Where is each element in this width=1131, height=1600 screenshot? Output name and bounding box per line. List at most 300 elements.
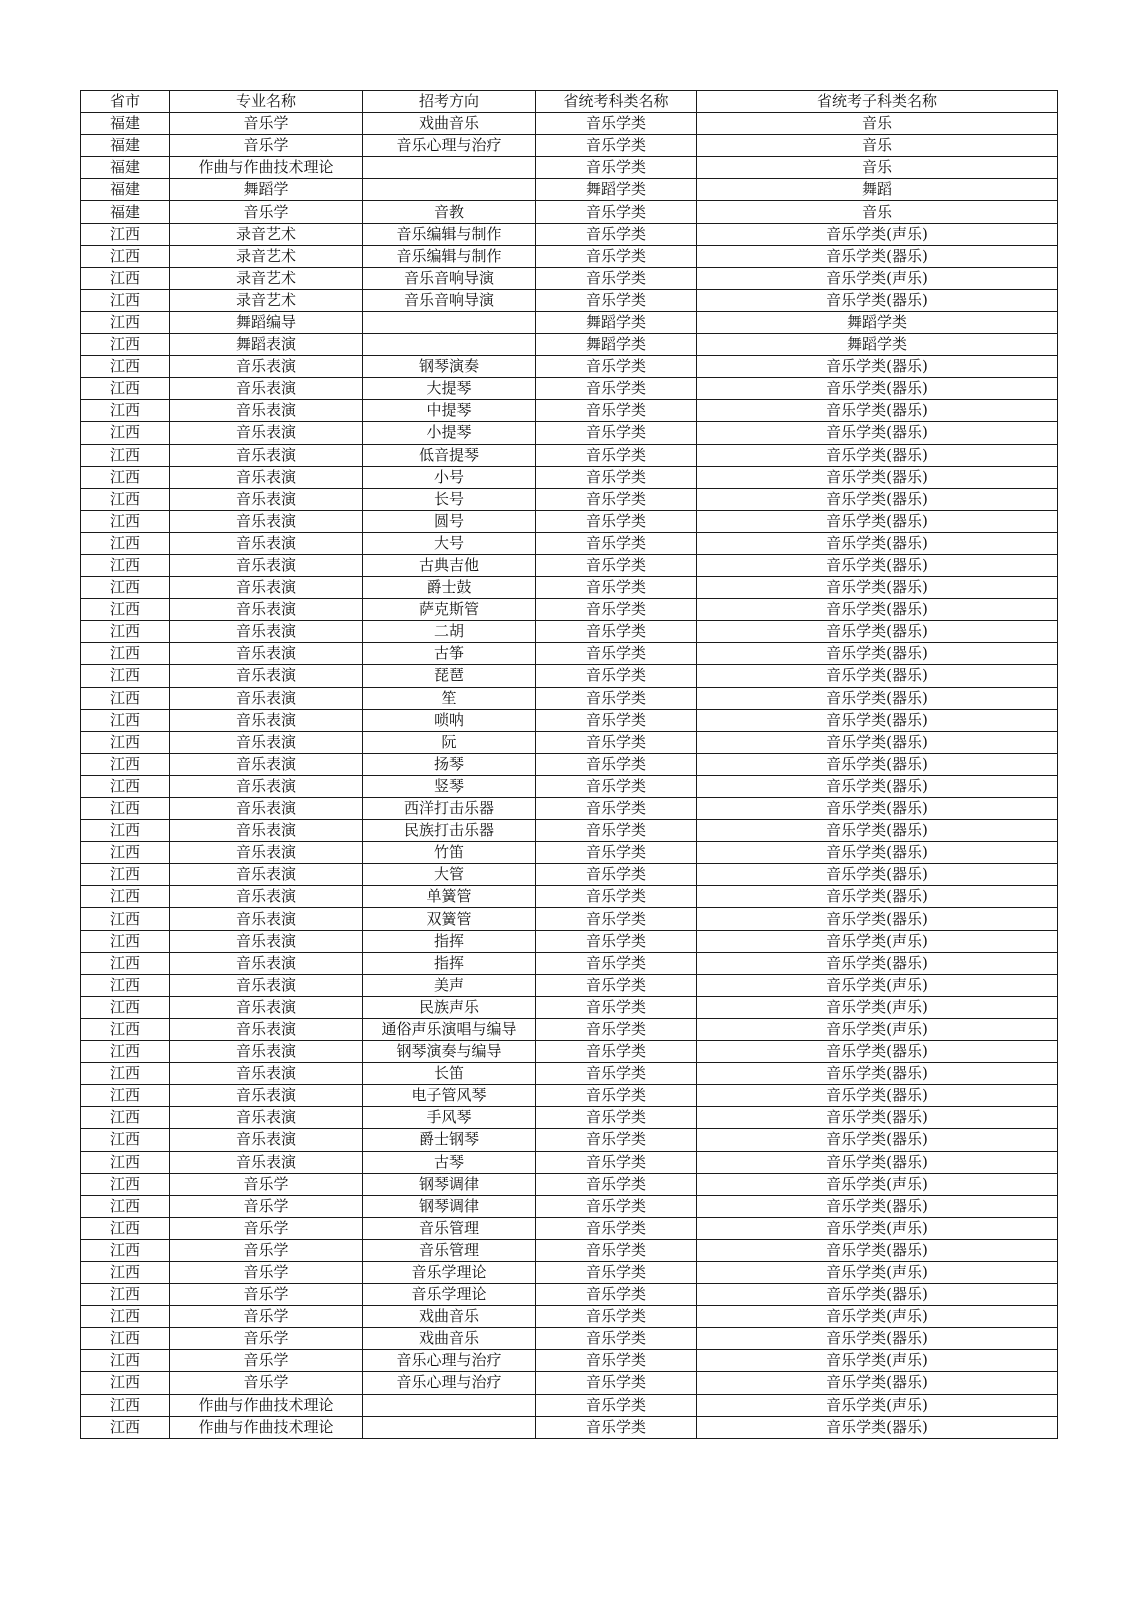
cell-direction xyxy=(363,157,536,179)
cell-category: 音乐学类 xyxy=(536,1350,697,1372)
table-row xyxy=(81,1350,1058,1372)
cell-category: 音乐学类 xyxy=(536,864,697,886)
cell-subcategory: 音乐学类(器乐) xyxy=(697,400,1058,422)
cell-province: 江西 xyxy=(81,753,170,775)
cell-subcategory: 音乐学类(器乐) xyxy=(697,1107,1058,1129)
cell-direction: 扬琴 xyxy=(363,753,536,775)
table-row xyxy=(81,510,1058,532)
cell-subcategory: 音乐学类(器乐) xyxy=(697,731,1058,753)
table-row xyxy=(81,1085,1058,1107)
cell-category: 音乐学类 xyxy=(536,643,697,665)
cell-major-name: 音乐表演 xyxy=(170,554,363,576)
cell-province: 江西 xyxy=(81,554,170,576)
table-header xyxy=(81,91,1058,113)
cell-direction: 竹笛 xyxy=(363,842,536,864)
cell-direction: 音乐心理与治疗 xyxy=(363,1372,536,1394)
cell-province: 江西 xyxy=(81,1151,170,1173)
cell-direction xyxy=(363,334,536,356)
cell-subcategory: 音乐学类(器乐) xyxy=(697,577,1058,599)
cell-major-name: 音乐表演 xyxy=(170,952,363,974)
table-row xyxy=(81,378,1058,400)
cell-subcategory: 音乐学类(器乐) xyxy=(697,245,1058,267)
cell-major-name: 音乐表演 xyxy=(170,621,363,643)
cell-major-name: 音乐学 xyxy=(170,1328,363,1350)
table-row xyxy=(81,311,1058,333)
cell-major-name: 作曲与作曲技术理论 xyxy=(170,1416,363,1438)
cell-category: 音乐学类 xyxy=(536,289,697,311)
cell-province: 福建 xyxy=(81,113,170,135)
cell-category: 音乐学类 xyxy=(536,1129,697,1151)
cell-province: 江西 xyxy=(81,1018,170,1040)
cell-subcategory: 音乐学类(器乐) xyxy=(697,599,1058,621)
cell-category: 舞蹈学类 xyxy=(536,311,697,333)
cell-category: 音乐学类 xyxy=(536,820,697,842)
cell-major-name: 音乐表演 xyxy=(170,930,363,952)
cell-direction: 二胡 xyxy=(363,621,536,643)
cell-direction: 音乐管理 xyxy=(363,1217,536,1239)
cell-province: 江西 xyxy=(81,908,170,930)
cell-category: 音乐学类 xyxy=(536,974,697,996)
cell-subcategory: 音乐学类(器乐) xyxy=(697,1195,1058,1217)
cell-category: 音乐学类 xyxy=(536,1328,697,1350)
cell-subcategory: 音乐学类(声乐) xyxy=(697,267,1058,289)
cell-subcategory: 音乐学类(器乐) xyxy=(697,798,1058,820)
cell-major-name: 音乐表演 xyxy=(170,1018,363,1040)
cell-category: 音乐学类 xyxy=(536,775,697,797)
cell-major-name: 音乐学 xyxy=(170,1284,363,1306)
cell-direction xyxy=(363,1416,536,1438)
header-row xyxy=(81,91,1058,113)
cell-category: 音乐学类 xyxy=(536,1284,697,1306)
cell-direction xyxy=(363,179,536,201)
cell-major-name: 音乐表演 xyxy=(170,1107,363,1129)
cell-direction: 爵士鼓 xyxy=(363,577,536,599)
cell-category: 音乐学类 xyxy=(536,201,697,223)
cell-direction: 爵士钢琴 xyxy=(363,1129,536,1151)
cell-subcategory: 音乐学类(器乐) xyxy=(697,1284,1058,1306)
cell-province: 福建 xyxy=(81,179,170,201)
cell-major-name: 音乐表演 xyxy=(170,665,363,687)
cell-subcategory: 音乐 xyxy=(697,113,1058,135)
cell-subcategory: 音乐学类(器乐) xyxy=(697,1041,1058,1063)
cell-category: 音乐学类 xyxy=(536,1018,697,1040)
table-row xyxy=(81,201,1058,223)
cell-subcategory: 音乐学类(声乐) xyxy=(697,1018,1058,1040)
cell-major-name: 音乐表演 xyxy=(170,753,363,775)
table-row xyxy=(81,996,1058,1018)
cell-major-name: 音乐表演 xyxy=(170,1129,363,1151)
cell-direction: 竖琴 xyxy=(363,775,536,797)
cell-major-name: 音乐表演 xyxy=(170,709,363,731)
cell-category: 舞蹈学类 xyxy=(536,179,697,201)
cell-major-name: 音乐表演 xyxy=(170,400,363,422)
cell-direction: 大号 xyxy=(363,532,536,554)
cell-category: 音乐学类 xyxy=(536,245,697,267)
cell-direction: 古筝 xyxy=(363,643,536,665)
cell-subcategory: 音乐 xyxy=(697,135,1058,157)
cell-province: 江西 xyxy=(81,621,170,643)
cell-province: 江西 xyxy=(81,974,170,996)
cell-province: 江西 xyxy=(81,334,170,356)
cell-province: 江西 xyxy=(81,1195,170,1217)
cell-direction: 大管 xyxy=(363,864,536,886)
cell-province: 福建 xyxy=(81,135,170,157)
table-row xyxy=(81,135,1058,157)
cell-direction: 戏曲音乐 xyxy=(363,1306,536,1328)
cell-direction: 萨克斯管 xyxy=(363,599,536,621)
cell-major-name: 音乐表演 xyxy=(170,974,363,996)
cell-subcategory: 舞蹈 xyxy=(697,179,1058,201)
cell-major-name: 舞蹈表演 xyxy=(170,334,363,356)
cell-category: 音乐学类 xyxy=(536,753,697,775)
table-row xyxy=(81,1041,1058,1063)
cell-major-name: 音乐表演 xyxy=(170,687,363,709)
cell-major-name: 作曲与作曲技术理论 xyxy=(170,157,363,179)
cell-province: 江西 xyxy=(81,1217,170,1239)
cell-major-name: 音乐表演 xyxy=(170,378,363,400)
table-row xyxy=(81,1239,1058,1261)
table-row xyxy=(81,488,1058,510)
cell-subcategory: 音乐学类(声乐) xyxy=(697,974,1058,996)
cell-province: 福建 xyxy=(81,157,170,179)
cell-subcategory: 音乐学类(器乐) xyxy=(697,1063,1058,1085)
cell-category: 音乐学类 xyxy=(536,886,697,908)
cell-subcategory: 音乐学类(器乐) xyxy=(697,1372,1058,1394)
cell-major-name: 音乐学 xyxy=(170,113,363,135)
table-row xyxy=(81,1063,1058,1085)
cell-category: 音乐学类 xyxy=(536,378,697,400)
cell-category: 音乐学类 xyxy=(536,930,697,952)
cell-major-name: 音乐表演 xyxy=(170,577,363,599)
cell-province: 江西 xyxy=(81,289,170,311)
cell-subcategory: 音乐学类(器乐) xyxy=(697,444,1058,466)
cell-major-name: 音乐学 xyxy=(170,1372,363,1394)
cell-province: 江西 xyxy=(81,1284,170,1306)
table-row xyxy=(81,1261,1058,1283)
cell-subcategory: 音乐学类(器乐) xyxy=(697,422,1058,444)
cell-category: 音乐学类 xyxy=(536,798,697,820)
cell-province: 江西 xyxy=(81,577,170,599)
table-row xyxy=(81,731,1058,753)
cell-category: 音乐学类 xyxy=(536,1416,697,1438)
cell-province: 江西 xyxy=(81,1306,170,1328)
cell-province: 江西 xyxy=(81,1041,170,1063)
cell-category: 音乐学类 xyxy=(536,157,697,179)
cell-category: 音乐学类 xyxy=(536,599,697,621)
cell-major-name: 音乐表演 xyxy=(170,466,363,488)
cell-subcategory: 音乐学类(器乐) xyxy=(697,621,1058,643)
cell-category: 音乐学类 xyxy=(536,1217,697,1239)
cell-category: 音乐学类 xyxy=(536,1151,697,1173)
table-row xyxy=(81,1173,1058,1195)
cell-direction: 钢琴演奏与编导 xyxy=(363,1041,536,1063)
cell-major-name: 音乐表演 xyxy=(170,798,363,820)
cell-category: 音乐学类 xyxy=(536,444,697,466)
cell-province: 江西 xyxy=(81,665,170,687)
cell-direction: 长号 xyxy=(363,488,536,510)
cell-category: 音乐学类 xyxy=(536,665,697,687)
cell-category: 音乐学类 xyxy=(536,1261,697,1283)
cell-category: 音乐学类 xyxy=(536,554,697,576)
cell-subcategory: 音乐学类(器乐) xyxy=(697,356,1058,378)
cell-subcategory: 音乐学类(器乐) xyxy=(697,1085,1058,1107)
cell-direction: 民族打击乐器 xyxy=(363,820,536,842)
cell-category: 音乐学类 xyxy=(536,709,697,731)
cell-category: 音乐学类 xyxy=(536,996,697,1018)
table-row xyxy=(81,1018,1058,1040)
cell-province: 江西 xyxy=(81,1063,170,1085)
table-row xyxy=(81,599,1058,621)
cell-province: 江西 xyxy=(81,1173,170,1195)
cell-province: 江西 xyxy=(81,400,170,422)
cell-subcategory: 音乐学类(声乐) xyxy=(697,1173,1058,1195)
cell-subcategory: 音乐学类(器乐) xyxy=(697,488,1058,510)
cell-major-name: 音乐表演 xyxy=(170,643,363,665)
header-category: 省统考科类名称 xyxy=(536,91,697,113)
cell-direction: 音乐音响导演 xyxy=(363,289,536,311)
header-subcategory: 省统考子科类名称 xyxy=(697,91,1058,113)
table-row xyxy=(81,334,1058,356)
cell-category: 音乐学类 xyxy=(536,1107,697,1129)
cell-direction: 音教 xyxy=(363,201,536,223)
table-row xyxy=(81,709,1058,731)
cell-province: 江西 xyxy=(81,687,170,709)
cell-direction: 指挥 xyxy=(363,952,536,974)
cell-major-name: 音乐学 xyxy=(170,1306,363,1328)
cell-province: 江西 xyxy=(81,599,170,621)
cell-direction: 音乐学理论 xyxy=(363,1284,536,1306)
cell-major-name: 录音艺术 xyxy=(170,289,363,311)
table-row xyxy=(81,930,1058,952)
cell-category: 音乐学类 xyxy=(536,1041,697,1063)
cell-subcategory: 音乐学类(器乐) xyxy=(697,709,1058,731)
cell-major-name: 音乐表演 xyxy=(170,1041,363,1063)
cell-province: 江西 xyxy=(81,356,170,378)
table-body xyxy=(81,113,1058,1439)
table-row xyxy=(81,864,1058,886)
cell-direction: 通俗声乐演唱与编导 xyxy=(363,1018,536,1040)
cell-category: 音乐学类 xyxy=(536,466,697,488)
cell-category: 舞蹈学类 xyxy=(536,334,697,356)
cell-province: 江西 xyxy=(81,488,170,510)
cell-province: 江西 xyxy=(81,378,170,400)
cell-major-name: 音乐表演 xyxy=(170,886,363,908)
table-row xyxy=(81,974,1058,996)
cell-subcategory: 音乐学类(器乐) xyxy=(697,842,1058,864)
cell-subcategory: 音乐学类(器乐) xyxy=(697,532,1058,554)
cell-province: 江西 xyxy=(81,444,170,466)
cell-major-name: 音乐表演 xyxy=(170,908,363,930)
cell-subcategory: 音乐学类(器乐) xyxy=(697,1416,1058,1438)
cell-subcategory: 音乐学类(器乐) xyxy=(697,753,1058,775)
table-row xyxy=(81,1129,1058,1151)
cell-subcategory: 舞蹈学类 xyxy=(697,334,1058,356)
cell-subcategory: 音乐学类(声乐) xyxy=(697,930,1058,952)
table-row xyxy=(81,1372,1058,1394)
cell-major-name: 音乐表演 xyxy=(170,820,363,842)
admissions-table xyxy=(80,90,1058,1439)
table-row xyxy=(81,687,1058,709)
cell-province: 江西 xyxy=(81,952,170,974)
cell-province: 福建 xyxy=(81,201,170,223)
cell-province: 江西 xyxy=(81,930,170,952)
cell-direction: 古琴 xyxy=(363,1151,536,1173)
cell-subcategory: 音乐学类(器乐) xyxy=(697,643,1058,665)
cell-category: 音乐学类 xyxy=(536,400,697,422)
cell-subcategory: 音乐学类(声乐) xyxy=(697,1306,1058,1328)
cell-category: 音乐学类 xyxy=(536,488,697,510)
cell-subcategory: 音乐学类(器乐) xyxy=(697,1129,1058,1151)
cell-direction: 大提琴 xyxy=(363,378,536,400)
cell-direction xyxy=(363,1394,536,1416)
cell-direction: 钢琴调律 xyxy=(363,1173,536,1195)
cell-category: 音乐学类 xyxy=(536,267,697,289)
cell-direction: 民族声乐 xyxy=(363,996,536,1018)
header-major-name: 专业名称 xyxy=(170,91,363,113)
cell-major-name: 舞蹈学 xyxy=(170,179,363,201)
cell-direction: 音乐学理论 xyxy=(363,1261,536,1283)
cell-direction: 圆号 xyxy=(363,510,536,532)
cell-subcategory: 音乐学类(器乐) xyxy=(697,820,1058,842)
table-row xyxy=(81,775,1058,797)
table-row xyxy=(81,554,1058,576)
cell-direction: 西洋打击乐器 xyxy=(363,798,536,820)
cell-province: 江西 xyxy=(81,996,170,1018)
cell-category: 音乐学类 xyxy=(536,621,697,643)
cell-direction: 单簧管 xyxy=(363,886,536,908)
cell-province: 江西 xyxy=(81,1372,170,1394)
cell-direction: 音乐编辑与制作 xyxy=(363,245,536,267)
cell-major-name: 音乐表演 xyxy=(170,864,363,886)
table-row xyxy=(81,1151,1058,1173)
cell-category: 音乐学类 xyxy=(536,510,697,532)
cell-major-name: 音乐表演 xyxy=(170,731,363,753)
table-row xyxy=(81,643,1058,665)
cell-subcategory: 音乐学类(声乐) xyxy=(697,996,1058,1018)
cell-major-name: 音乐表演 xyxy=(170,422,363,444)
cell-province: 江西 xyxy=(81,643,170,665)
table-row xyxy=(81,422,1058,444)
cell-province: 江西 xyxy=(81,1107,170,1129)
cell-subcategory: 音乐学类(器乐) xyxy=(697,510,1058,532)
cell-province: 江西 xyxy=(81,245,170,267)
cell-direction xyxy=(363,311,536,333)
cell-direction: 戏曲音乐 xyxy=(363,1328,536,1350)
cell-province: 江西 xyxy=(81,223,170,245)
admissions-table-sheet xyxy=(80,90,1057,1439)
table-row xyxy=(81,356,1058,378)
table-row xyxy=(81,1217,1058,1239)
cell-category: 音乐学类 xyxy=(536,135,697,157)
cell-major-name: 音乐表演 xyxy=(170,488,363,510)
cell-province: 江西 xyxy=(81,709,170,731)
table-row xyxy=(81,1195,1058,1217)
cell-subcategory: 音乐学类(器乐) xyxy=(697,554,1058,576)
cell-category: 音乐学类 xyxy=(536,1173,697,1195)
cell-category: 音乐学类 xyxy=(536,356,697,378)
cell-direction: 琵琶 xyxy=(363,665,536,687)
cell-major-name: 音乐学 xyxy=(170,201,363,223)
cell-major-name: 作曲与作曲技术理论 xyxy=(170,1394,363,1416)
cell-subcategory: 音乐学类(器乐) xyxy=(697,952,1058,974)
table-row xyxy=(81,820,1058,842)
cell-category: 音乐学类 xyxy=(536,1239,697,1261)
cell-direction: 唢呐 xyxy=(363,709,536,731)
cell-province: 江西 xyxy=(81,1239,170,1261)
cell-province: 江西 xyxy=(81,775,170,797)
cell-direction: 阮 xyxy=(363,731,536,753)
cell-category: 音乐学类 xyxy=(536,731,697,753)
cell-subcategory: 音乐 xyxy=(697,201,1058,223)
table-row xyxy=(81,842,1058,864)
table-row xyxy=(81,621,1058,643)
cell-category: 音乐学类 xyxy=(536,1394,697,1416)
cell-province: 江西 xyxy=(81,422,170,444)
cell-subcategory: 音乐学类(器乐) xyxy=(697,378,1058,400)
cell-province: 江西 xyxy=(81,532,170,554)
table-row xyxy=(81,532,1058,554)
cell-direction: 音乐心理与治疗 xyxy=(363,1350,536,1372)
cell-province: 江西 xyxy=(81,731,170,753)
cell-category: 音乐学类 xyxy=(536,1195,697,1217)
cell-category: 音乐学类 xyxy=(536,1372,697,1394)
table-row xyxy=(81,908,1058,930)
cell-province: 江西 xyxy=(81,1416,170,1438)
cell-direction: 古典吉他 xyxy=(363,554,536,576)
cell-major-name: 音乐表演 xyxy=(170,356,363,378)
cell-province: 江西 xyxy=(81,842,170,864)
cell-major-name: 音乐表演 xyxy=(170,1151,363,1173)
cell-major-name: 音乐表演 xyxy=(170,510,363,532)
cell-subcategory: 音乐学类(器乐) xyxy=(697,775,1058,797)
cell-direction: 钢琴调律 xyxy=(363,1195,536,1217)
table-row xyxy=(81,577,1058,599)
cell-direction: 美声 xyxy=(363,974,536,996)
table-row xyxy=(81,1328,1058,1350)
cell-subcategory: 音乐学类(器乐) xyxy=(697,908,1058,930)
cell-province: 江西 xyxy=(81,311,170,333)
cell-province: 江西 xyxy=(81,798,170,820)
cell-subcategory: 音乐学类(器乐) xyxy=(697,1328,1058,1350)
cell-subcategory: 音乐学类(器乐) xyxy=(697,665,1058,687)
cell-direction: 音乐编辑与制作 xyxy=(363,223,536,245)
cell-subcategory: 音乐学类(器乐) xyxy=(697,864,1058,886)
cell-category: 音乐学类 xyxy=(536,113,697,135)
cell-category: 音乐学类 xyxy=(536,952,697,974)
table-row xyxy=(81,798,1058,820)
table-row xyxy=(81,665,1058,687)
cell-major-name: 音乐表演 xyxy=(170,1063,363,1085)
cell-category: 音乐学类 xyxy=(536,1306,697,1328)
cell-major-name: 音乐表演 xyxy=(170,996,363,1018)
cell-major-name: 音乐表演 xyxy=(170,842,363,864)
cell-direction: 笙 xyxy=(363,687,536,709)
cell-province: 江西 xyxy=(81,1394,170,1416)
cell-direction: 音乐心理与治疗 xyxy=(363,135,536,157)
cell-province: 江西 xyxy=(81,886,170,908)
cell-subcategory: 音乐学类(器乐) xyxy=(697,1239,1058,1261)
cell-direction: 音乐管理 xyxy=(363,1239,536,1261)
cell-major-name: 音乐表演 xyxy=(170,532,363,554)
cell-province: 江西 xyxy=(81,1129,170,1151)
cell-major-name: 音乐学 xyxy=(170,135,363,157)
cell-province: 江西 xyxy=(81,820,170,842)
cell-direction: 小号 xyxy=(363,466,536,488)
cell-subcategory: 音乐学类(器乐) xyxy=(697,1151,1058,1173)
cell-major-name: 录音艺术 xyxy=(170,245,363,267)
cell-major-name: 音乐学 xyxy=(170,1350,363,1372)
header-direction: 招考方向 xyxy=(363,91,536,113)
